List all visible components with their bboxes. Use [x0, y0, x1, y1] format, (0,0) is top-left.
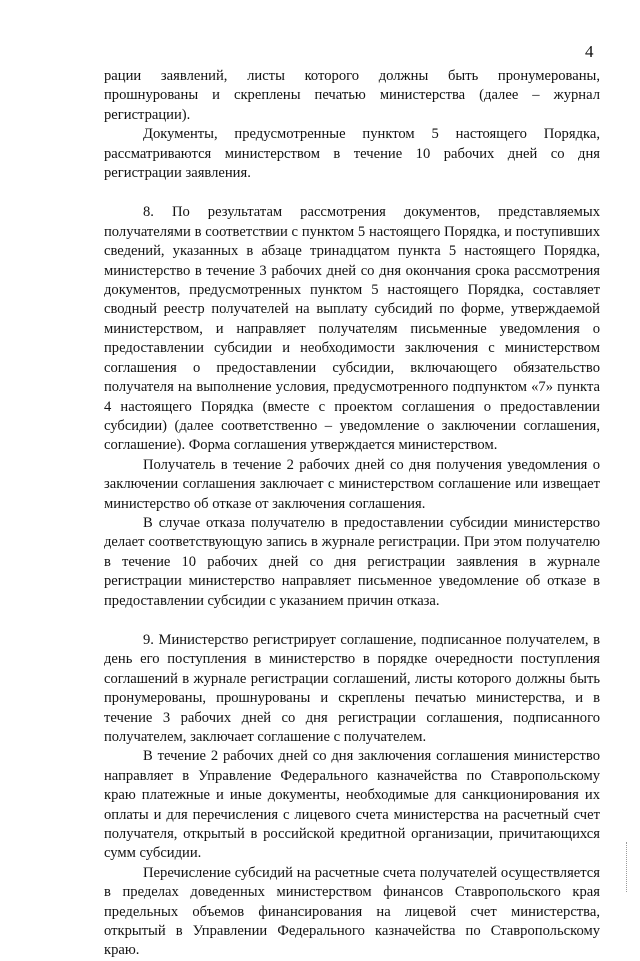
margin-scan-marks	[626, 842, 629, 892]
paragraph-review-period: Документы, предусмотренные пунктом 5 настоящего Порядка, рассматриваются министерством в течение 10 рабочих дней со дня регистрации заявления.	[104, 126, 600, 182]
paragraph-clause-9: 9. Министерство регистрирует соглашение, подписанное получателем, в день его поступления в министерство в порядке очередности поступления соглашений в журнале регистрации соглашений, листы которого должны быть пронумерованы, прошнурованы и скреплены печатью министерства, и в течение 3 рабочих дней со дня регистрации соглашения, подписанного получателем, заключает соглашение с получателем.	[104, 631, 600, 745]
document-body	[104, 67, 600, 961]
paragraph-continuation: рации заявлений, листы которого должны быть пронумерованы, прошнурованы и скреплены печатью министерства (далее – журнал регистрации).	[104, 68, 600, 123]
paragraph-payment-documents: В течение 2 рабочих дней со дня заключения соглашения министерство направляет в Управление Федерального казначейства по Ставропольскому краю платежные и иные документы, необходимые для санкционирования их оплаты и для перечисления с лицевого счета министерства на расчетный счет получателя, открытый в российской кредитной организации, причитающихся сумм субсидии.	[104, 748, 600, 862]
paragraph-transfer: Перечисление субсидий на расчетные счета получателей осуществляется в пределах доведенных министерством финансов Ставропольского края предельных объемов финансирования на лицевой счет министерства, открытый в Управлении Федерального казначейства по Ставропольскому краю.	[104, 864, 600, 959]
paragraph-agreement-conclusion: Получатель в течение 2 рабочих дней со дня получения уведомления о заключении соглашения заключает с министерством соглашение или извещает министерство об отказе от заключения соглашения.	[104, 456, 600, 512]
paragraph-refusal: В случае отказа получателю в предоставлении субсидии министерство делает соответствующую запись в журнале регистрации. При этом получателю в течение 10 рабочих дней со дня регистрации заявления в журнале регистрации министерство направляет письменное уведомление об отказе в предоставлении субсидии с указанием причин отказа.	[104, 514, 600, 609]
paragraph-clause-8: 8. По результатам рассмотрения документов, представляемых получателями в соответствии с пунктом 5 настоящего Порядка, и поступивших сведений, указанных в абзаце тринадцатом пункта 5 настоящего Порядка, министерство в течение 3 рабочих дней со дня окончания срока рассмотрения документов, предусмотренных пунктом 5 настоящего Порядка, составляет сводный реестр получателей на выплату субсидий по форме, утверждаемой министерством, и направляет получателям письменные уведомления о предоставлении субсидии и необходимости заключения с министерством соглашения о предоставлении субсидии, включающего обязательство получателя на выполнение условия, предусмотренного подпунктом «7» пункта 4 настоящего Порядка (вместе с проектом соглашения о предоставлении субсидии) (далее соответственно – уведомление о заключении соглашения, соглашение). Форма соглашения утверждается министерством.	[104, 204, 600, 454]
page-number: 4	[585, 42, 594, 61]
